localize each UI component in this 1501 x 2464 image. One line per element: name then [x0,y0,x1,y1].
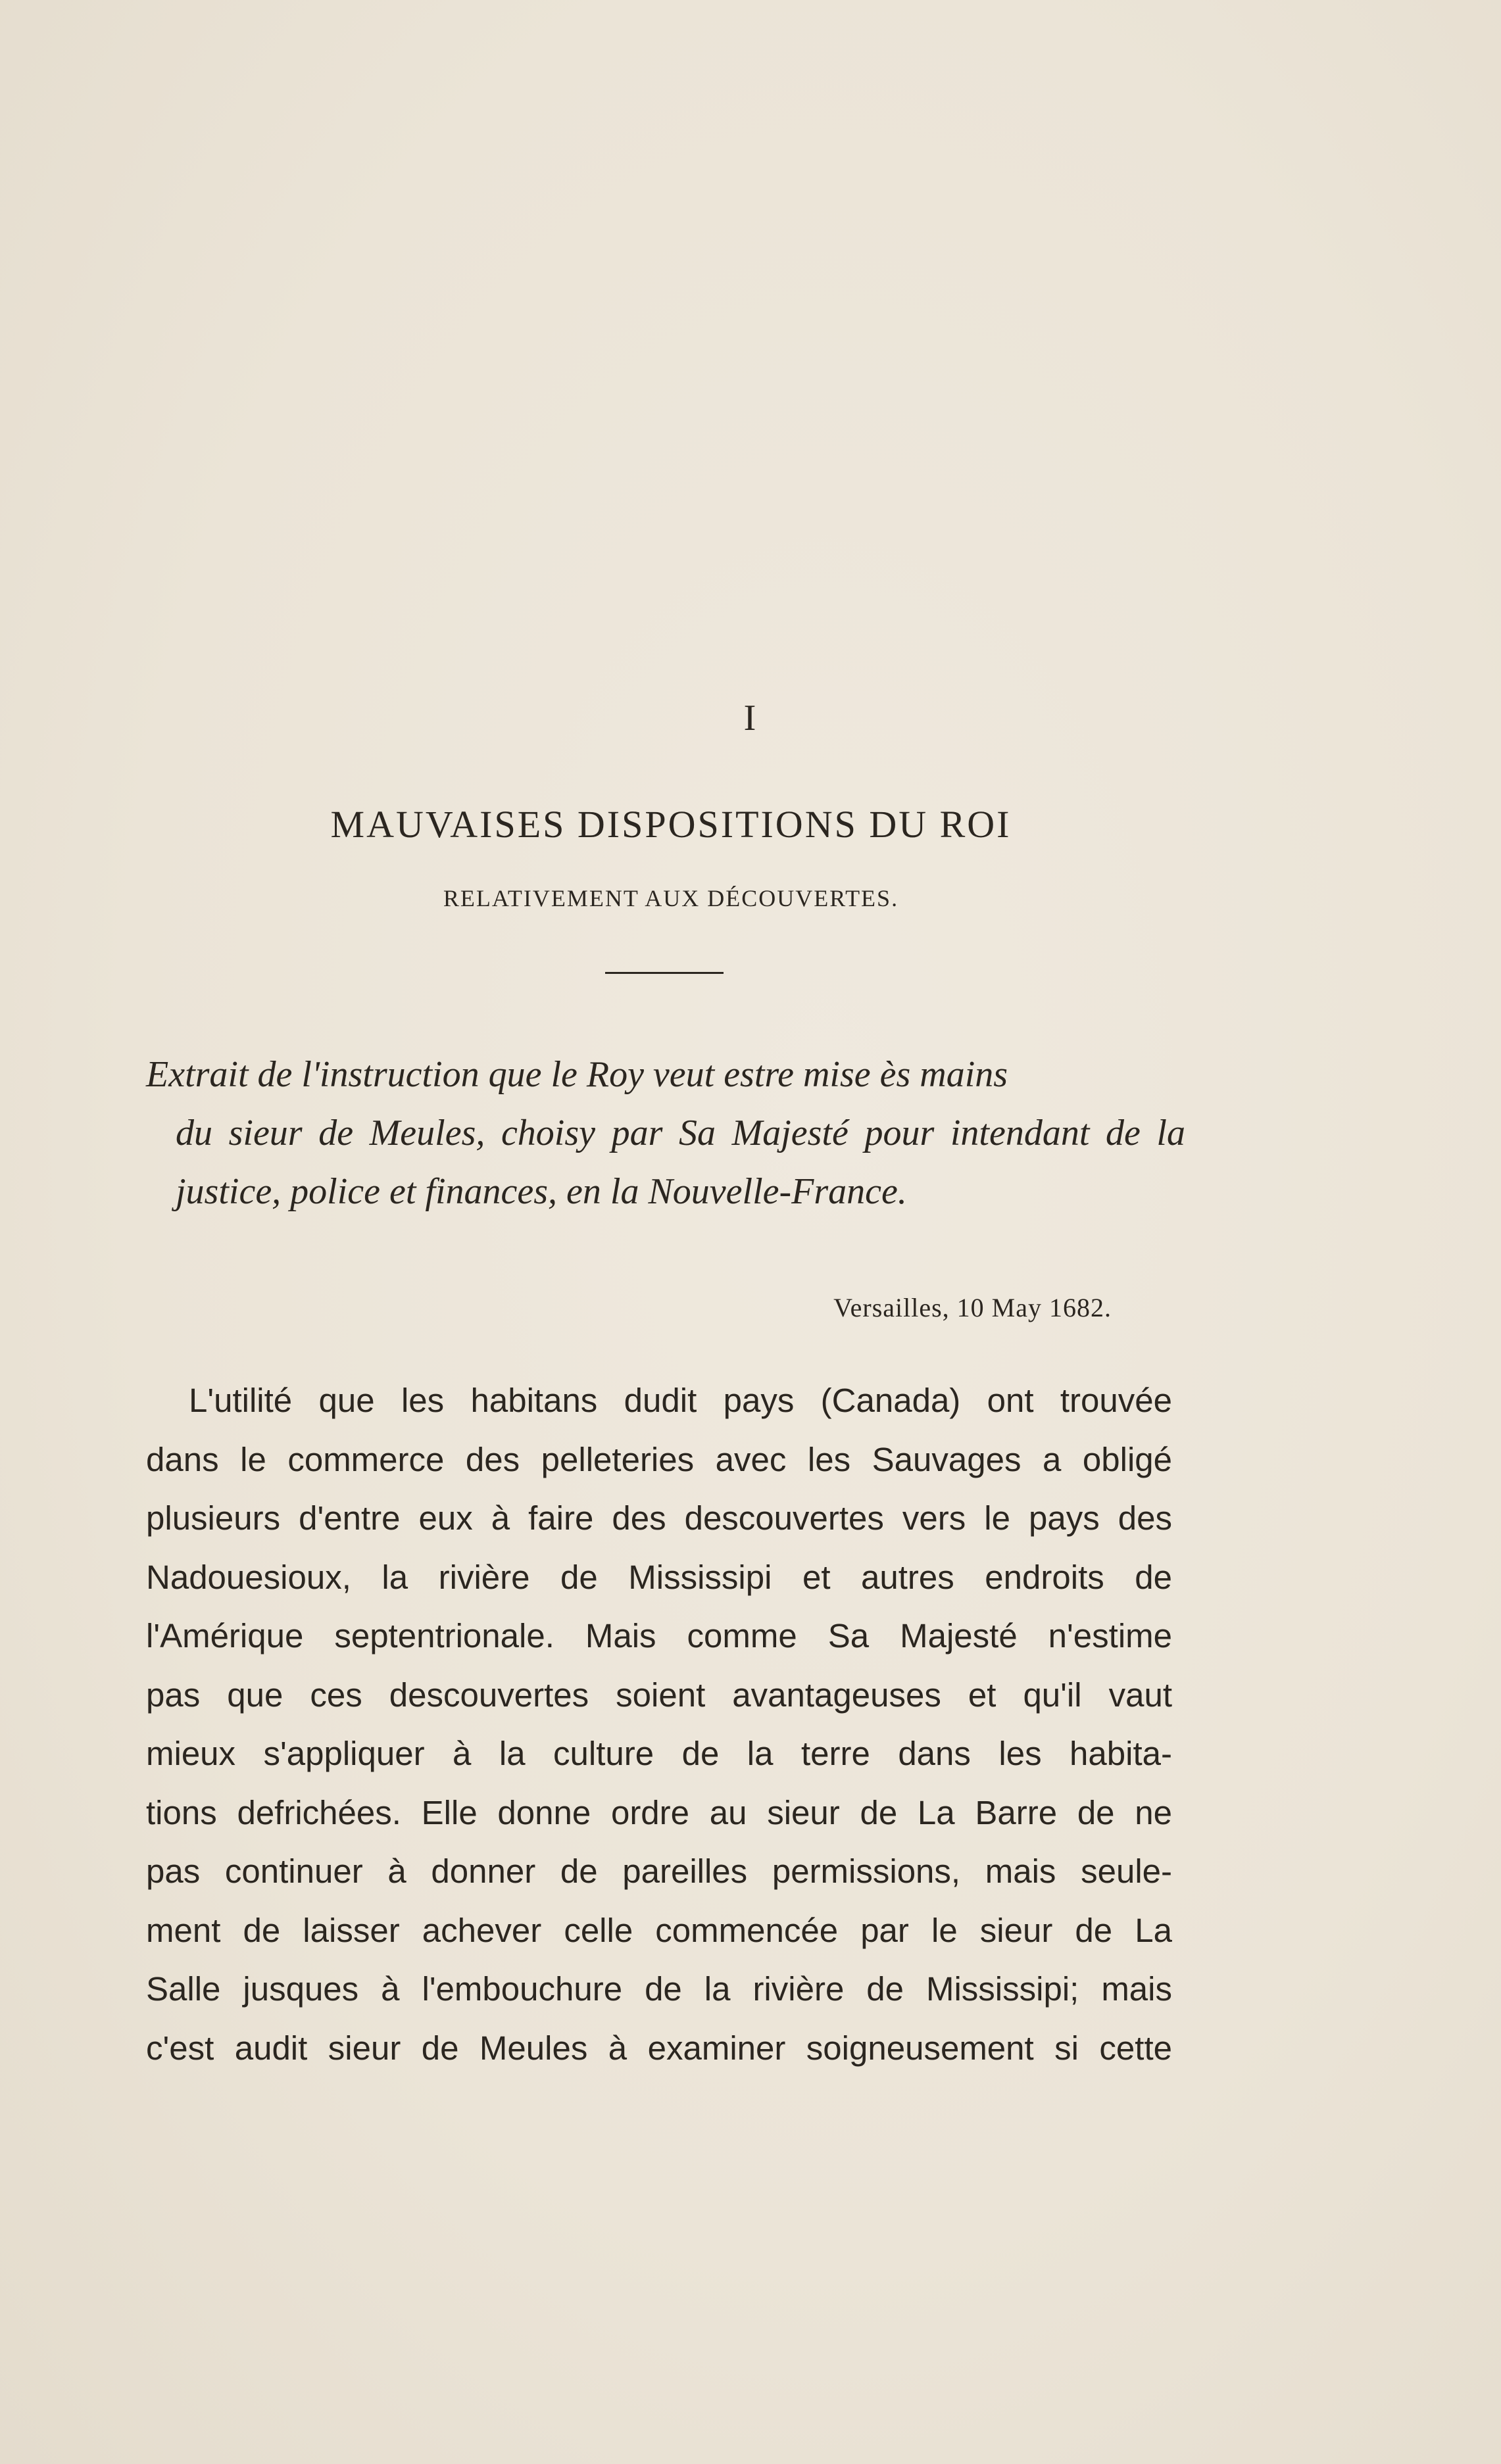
body-line: c'est audit sieur de Meules à examiner soigneusement si cette [146,2029,1172,2067]
chapter-title: MAUVAISES DISPOSITIONS DU ROI [330,803,1012,846]
extract-heading-rest: du sieur de Meules, choisy par Sa Majesté pour intendant de la justice, police et finances, en la Nouvelle-France. [176,1113,1185,1212]
body-paragraph [146,1371,1172,2077]
body-line: tions defrichées. Elle donne ordre au sieur de La Barre de ne [146,1793,1172,1831]
body-line: ment de laisser achever celle commencée par le sieur de La [146,1911,1172,1949]
body-line: mieux s'appliquer à la culture de la terre dans les habita- [146,1735,1172,1772]
extract-heading-line-1: Extrait de l'instruction que le Roy veut estre mise ès mains [146,1054,1008,1095]
section-divider [605,972,724,974]
body-line: pas continuer à donner de pareilles permissions, mais seule- [146,1852,1172,1890]
body-line: Salle jusques à l'embouchure de la rivière de Mississipi; mais [146,1970,1172,2008]
extract-heading [146,1046,1185,1221]
dateline: Versailles, 10 May 1682. [833,1293,1112,1322]
chapter-subtitle: RELATIVEMENT AUX DÉCOUVERTES. [443,885,899,911]
body-line: L'utilité que les habitans dudit pays (Canada) ont trouvée [189,1382,1172,1419]
body-line: l'Amérique septentrionale. Mais comme Sa Majesté n'estime [146,1617,1172,1655]
chapter-number: I [743,698,758,738]
body-line: dans le commerce des pelleteries avec les Sauvages a obligé [146,1440,1172,1478]
body-line: Nadouesioux, la rivière de Mississipi et autres endroits de [146,1558,1172,1596]
body-line: plusieurs d'entre eux à faire des descouvertes vers le pays des [146,1499,1172,1537]
body-line: pas que ces descouvertes soient avantageuses et qu'il vaut [146,1676,1172,1714]
